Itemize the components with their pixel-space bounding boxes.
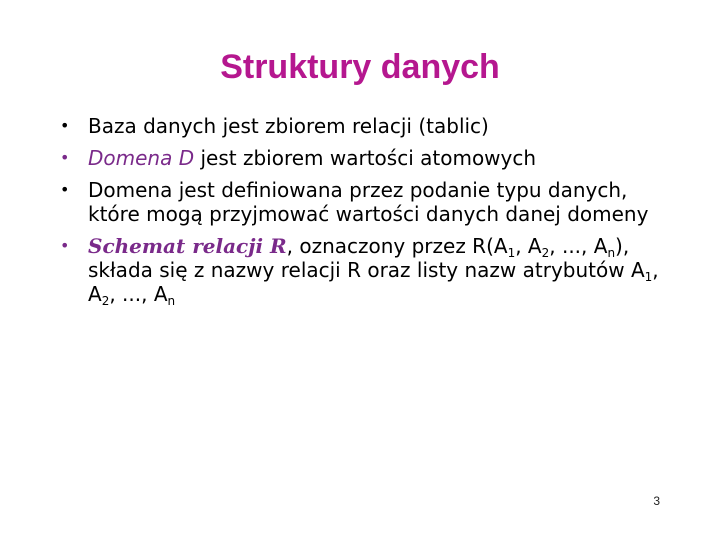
bullet-item xyxy=(60,146,680,170)
bullet-dot-icon: • xyxy=(60,236,70,255)
bullet-text-part: , A xyxy=(88,258,659,306)
bullet-text: Baza danych jest zbiorem relacji (tablic) xyxy=(88,114,489,138)
bullet-text-part: , oznaczony przez R(A xyxy=(286,234,508,258)
bullet-item xyxy=(60,178,680,226)
subscript: 2 xyxy=(101,294,110,308)
bullet-text-part: , ..., A xyxy=(549,234,608,258)
subscript: 1 xyxy=(644,270,653,284)
slide-title: Struktury danych xyxy=(220,48,500,86)
bullet-text-part: ), składa się z nazwy relacji R oraz listy nazw atrybutów A xyxy=(88,234,645,282)
bullet-item xyxy=(60,234,680,306)
subscript: n xyxy=(607,246,616,260)
bullet-item xyxy=(60,114,680,138)
bullet-text: jest zbiorem wartości atomowych xyxy=(194,146,537,170)
subscript: n xyxy=(167,294,176,308)
bullet-dot-icon: • xyxy=(60,180,70,199)
bullet-dot-icon: • xyxy=(60,116,70,135)
bullet-list xyxy=(60,114,680,306)
subscript: 2 xyxy=(541,246,550,260)
term-domena: Domena D xyxy=(88,146,195,170)
bullet-dot-icon: • xyxy=(60,148,70,167)
term-schemat-relacji: Schemat relacji R xyxy=(88,234,287,258)
bullet-text-part: , A xyxy=(515,234,542,258)
page-number: 3 xyxy=(653,494,660,508)
bullet-text: Domena jest definiowana przez podanie typu danych, które mogą przyjmować wartości danych danej domeny xyxy=(88,178,649,226)
subscript: 1 xyxy=(507,246,516,260)
bullet-text-part: , ..., A xyxy=(109,282,168,306)
